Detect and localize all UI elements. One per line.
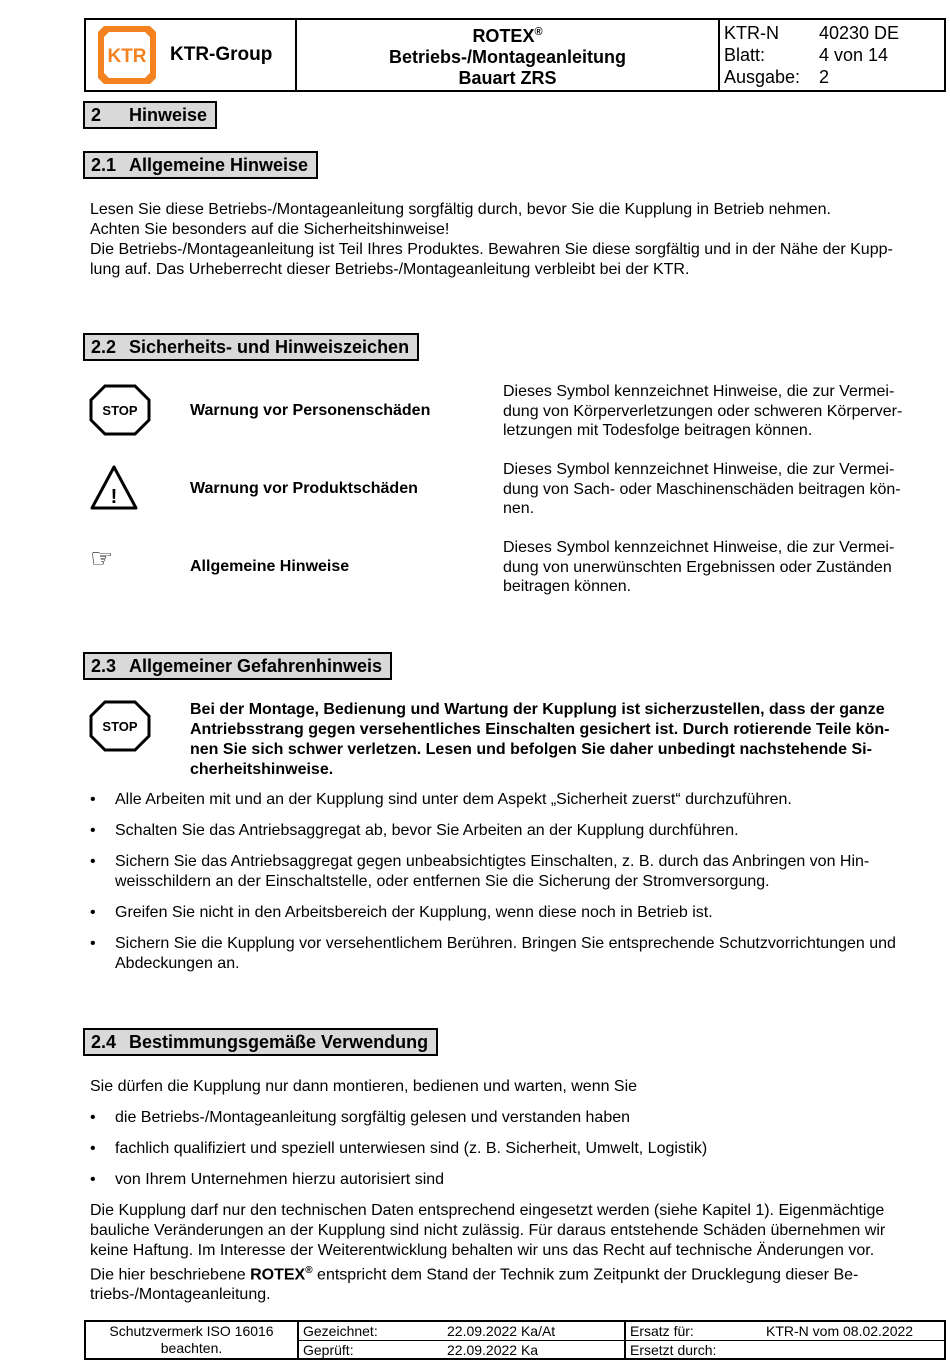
section-number: 2.2 bbox=[91, 337, 117, 357]
field-value: KTR-N vom 08.02.2022 bbox=[766, 1323, 914, 1339]
text-line: bauliche Veränderungen an der Kupplung sind nicht zulässig. Für daraus entstehende Schäden übernehmen wir bbox=[90, 1222, 886, 1239]
text-line: cherheitshinweise. bbox=[190, 761, 334, 778]
list-item bbox=[90, 852, 945, 892]
replaced-by-row bbox=[626, 1340, 944, 1359]
text-line: Antriebsstrang gegen versehentliches Einschalten gesichert ist. Durch rotierende Teile kön- bbox=[190, 721, 890, 738]
document-header bbox=[84, 18, 946, 92]
text-fragment: Die hier beschriebene bbox=[90, 1266, 251, 1284]
list-item: • Schalten Sie das Antriebsaggregat ab, bevor Sie Arbeiten an der Kupplung durchführen. bbox=[90, 821, 945, 841]
title-reg-mark: ® bbox=[534, 25, 543, 38]
list-item: • von Ihrem Unternehmen hierzu autorisiert sind bbox=[90, 1170, 945, 1190]
meta-value: 2 bbox=[819, 67, 830, 87]
text-line: • Sichern Sie die Kupplung vor versehentlichem Berühren. Bringen Sie entsprechende Schutzvorrichtungen und bbox=[115, 935, 896, 952]
text-line: Lesen Sie diese Betriebs-/Montageanleitung sorgfältig durch, bevor Sie die Kupplung in Betrieb nehmen. bbox=[90, 201, 831, 218]
reg-mark: ® bbox=[305, 1265, 313, 1276]
text-line: Abdeckungen an. bbox=[115, 955, 240, 972]
meta-key: Blatt: bbox=[724, 45, 766, 65]
warning-glyph: ! bbox=[110, 486, 118, 508]
field-key: Geprüft: bbox=[303, 1342, 354, 1358]
field-key: Ersetzt durch: bbox=[630, 1342, 717, 1358]
general-notes-text bbox=[90, 200, 945, 280]
meta-row bbox=[724, 22, 944, 44]
stop-sign-text: STOP bbox=[102, 719, 138, 734]
stop-sign-icon bbox=[89, 700, 151, 752]
group-name: KTR-Group bbox=[170, 44, 273, 65]
text-line: Die Betriebs-/Montageanleitung ist Teil Ihres Produktes. Bewahren Sie diese sorgfältig und in der Nähe der Kupp- bbox=[90, 241, 893, 258]
field-key: Ersatz für: bbox=[630, 1323, 694, 1339]
brand-name: ROTEX bbox=[250, 1266, 306, 1284]
ktr-logo-icon bbox=[96, 24, 158, 86]
symbol-description-general-notes bbox=[503, 538, 943, 597]
protection-notice bbox=[86, 1322, 299, 1358]
text-line: keine Haftung. Im Interesse der Weiterentwicklung behalten wir uns das Recht auf technische Änderungen vor. bbox=[90, 1242, 875, 1259]
text-line: • Sichern Sie das Antriebsaggregat gegen unbeabsichtigtes Einschalten, z. B. durch das Anbringen von Hin- bbox=[115, 853, 870, 870]
section-2-heading bbox=[83, 101, 217, 129]
title-doc-type: Betriebs-/Montageanleitung bbox=[388, 46, 626, 67]
symbol-label-product-damage: Warnung vor Produktschäden bbox=[190, 480, 418, 497]
drawn-row bbox=[299, 1322, 624, 1340]
document-title bbox=[297, 20, 720, 90]
section-2-3-heading bbox=[83, 652, 392, 680]
list-item: • Alle Arbeiten mit und an der Kupplung sind unter dem Aspekt „Sicherheit zuerst“ durchzuführen. bbox=[90, 790, 945, 810]
symbol-description-product-damage bbox=[503, 460, 943, 519]
section-number: 2.1 bbox=[91, 155, 117, 175]
meta-row bbox=[724, 44, 944, 66]
text-line: dung von Körperverletzungen oder schweren Körperver- bbox=[503, 402, 903, 420]
meta-value: 4 von 14 bbox=[819, 45, 889, 65]
text-line: weisschildern an der Einschaltstelle, oder entfernen Sie die Sicherung der Stromversorgung. bbox=[115, 873, 770, 890]
list-item bbox=[90, 934, 945, 974]
text-line: beachten. bbox=[160, 1340, 223, 1356]
section-2-4-heading bbox=[83, 1028, 438, 1056]
document-meta bbox=[720, 20, 944, 90]
intended-use-text bbox=[90, 1201, 945, 1305]
symbol-label-general-notes: Allgemeine Hinweise bbox=[190, 558, 350, 575]
approval-cell bbox=[299, 1322, 626, 1358]
section-title: Allgemeine Hinweise bbox=[129, 155, 309, 175]
meta-row bbox=[724, 66, 944, 88]
text-line bbox=[90, 1261, 945, 1285]
checked-row bbox=[299, 1340, 624, 1359]
section-2-2-heading bbox=[83, 333, 419, 361]
symbol-description-personal-injury bbox=[503, 382, 943, 441]
text-line: Achten Sie besonders auf die Sicherheitshinweise! bbox=[90, 221, 450, 238]
general-hazard-warning bbox=[190, 700, 940, 780]
text-line: nen. bbox=[503, 500, 535, 517]
text-line: dung von Sach- oder Maschinenschäden beitragen kön- bbox=[503, 480, 901, 498]
logo-cell bbox=[86, 20, 297, 90]
text-line: Dieses Symbol kennzeichnet Hinweise, die zur Vermei- bbox=[503, 383, 895, 400]
stop-sign-icon bbox=[89, 384, 151, 436]
meta-key: Ausgabe: bbox=[724, 67, 801, 87]
replacement-cell bbox=[626, 1322, 944, 1358]
symbol-label-personal-injury: Warnung vor Personenschäden bbox=[190, 402, 431, 419]
text-line: Die Kupplung darf nur den technischen Daten entsprechend eingesetzt werden (siehe Kapitel 1). Eigenmächtige bbox=[90, 1202, 885, 1219]
stop-sign-text: STOP bbox=[102, 403, 138, 418]
field-value: 22.09.2022 Ka bbox=[447, 1342, 539, 1358]
section-number: 2.4 bbox=[91, 1032, 117, 1052]
text-line: Bei der Montage, Bedienung und Wartung der Kupplung ist sicherzustellen, dass der ganze bbox=[190, 701, 885, 718]
list-item: • Greifen Sie nicht in den Arbeitsbereich der Kupplung, wenn diese noch in Betrieb ist. bbox=[90, 903, 945, 923]
text-line: Dieses Symbol kennzeichnet Hinweise, die zur Vermei- bbox=[503, 461, 895, 478]
text-line: nen Sie sich schwer verletzen. Lesen und befolgen Sie daher unbedingt nachstehende Si- bbox=[190, 741, 872, 758]
text-line: beitragen können. bbox=[503, 578, 632, 595]
text-line: lung auf. Das Urheberrecht dieser Betriebs-/Montageanleitung verbleibt bei der KTR. bbox=[90, 261, 690, 278]
section-title: Allgemeiner Gefahrenhinweis bbox=[129, 656, 383, 676]
logo-text: KTR bbox=[107, 46, 147, 67]
text-line: triebs-/Montageanleitung. bbox=[90, 1286, 271, 1304]
section-2-1-heading bbox=[83, 151, 318, 179]
text-line: Dieses Symbol kennzeichnet Hinweise, die zur Vermei- bbox=[503, 539, 895, 556]
pointing-hand-icon: ☞ bbox=[90, 544, 114, 574]
list-item: • fachlich qualifiziert und speziell unterwiesen sind (z. B. Sicherheit, Umwelt, Logistik) bbox=[90, 1139, 945, 1159]
warning-triangle-icon bbox=[88, 463, 140, 513]
section-number: 2.3 bbox=[91, 656, 117, 676]
title-model: Bauart ZRS bbox=[458, 67, 557, 88]
section-title: Bestimmungsgemäße Verwendung bbox=[129, 1032, 429, 1052]
field-key: Gezeichnet: bbox=[303, 1323, 378, 1339]
text-line: Schutzvermerk ISO 16016 bbox=[109, 1323, 274, 1339]
text-line: letzungen mit Todesfolge beitragen können. bbox=[503, 422, 813, 439]
document-footer bbox=[84, 1320, 946, 1360]
section-title: Sicherheits- und Hinweiszeichen bbox=[129, 337, 410, 357]
text-fragment: entspricht dem Stand der Technik zum Zeitpunkt der Drucklegung dieser Be- bbox=[312, 1266, 859, 1284]
intended-use-intro: Sie dürfen die Kupplung nur dann montieren, bedienen und warten, wenn Sie bbox=[90, 1078, 638, 1095]
text-line: dung von unerwünschten Ergebnissen oder Zuständen bbox=[503, 558, 892, 576]
meta-value: 40230 DE bbox=[819, 23, 900, 43]
meta-key: KTR-N bbox=[724, 23, 779, 43]
section-number: 2 bbox=[91, 105, 102, 125]
list-item: • die Betriebs-/Montageanleitung sorgfältig gelesen und verstanden haben bbox=[90, 1108, 945, 1128]
field-value: 22.09.2022 Ka/At bbox=[447, 1323, 556, 1339]
title-brand: ROTEX bbox=[472, 25, 535, 46]
section-title: Hinweise bbox=[129, 105, 208, 125]
replaces-row bbox=[626, 1322, 944, 1340]
